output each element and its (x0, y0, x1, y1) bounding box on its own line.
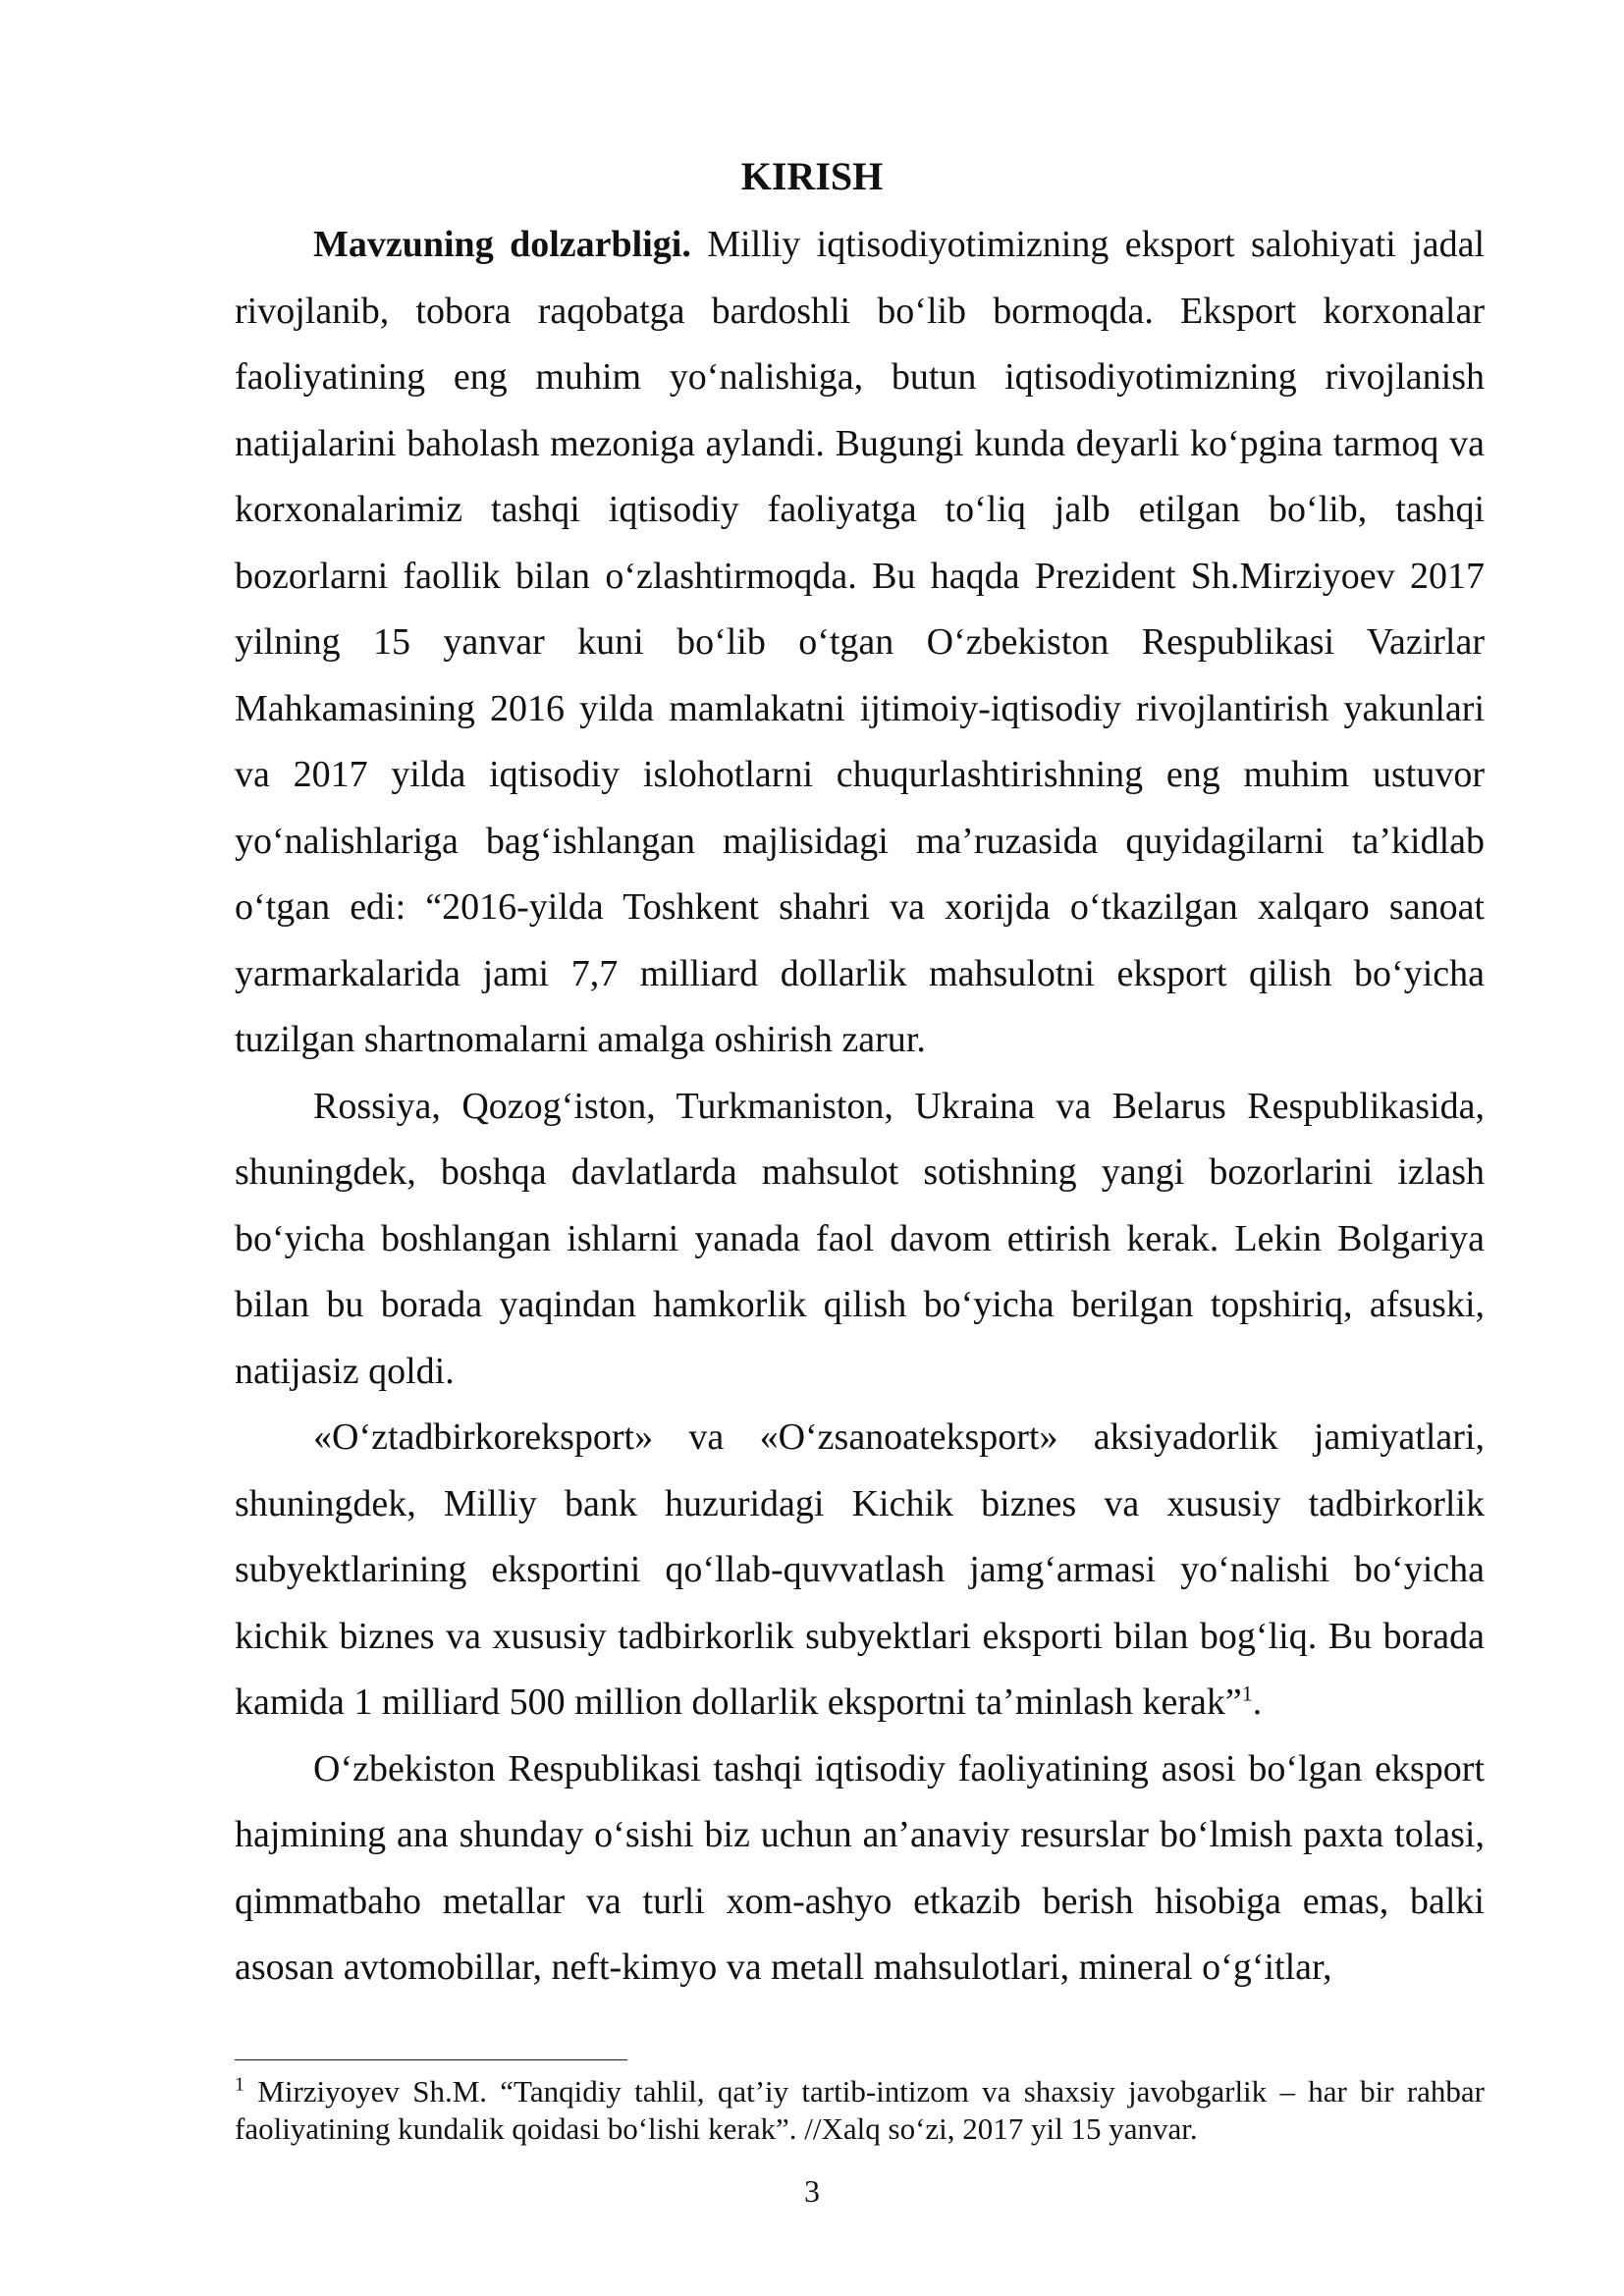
footnote-divider (235, 2059, 627, 2060)
page-number: 3 (804, 2173, 820, 2209)
paragraph-1 (235, 212, 1485, 1074)
footnote-marker: 1 (235, 2073, 244, 2096)
paragraph-text: O‘zbekiston Respublikasi tashqi iqtisodiy faoliyatining asosi bo‘lgan eksport hajmining ana shunday o‘sishi biz uchun an’anaviy resurslar bo‘lmish paxta tolasi, qimmatbaho metallar va turli xom-ashyo etkazib berish hisobiga emas, balki asosan avtomobillar, neft-kimyo va metall mahsulotlari, mineral o‘g‘itlar, (235, 1747, 1485, 1988)
paragraph-text: Rossiya, Qozog‘iston, Turkmaniston, Ukraina va Belarus Respublikasida, shuningdek, boshqa davlatlarda mahsulot sotishning yangi bozorlarini izlash bo‘yicha boshlangan ishlarni yanada faol davom ettirish kerak. Lekin Bolgariya bilan bu borada yaqindan hamkorlik qilish bo‘yicha berilgan topshiriq, afsuski, natijasiz qoldi. (235, 1085, 1485, 1392)
paragraph-tail: . (1252, 1682, 1263, 1723)
paragraph-text: Milliy iqtisodiyotimizning eksport salohiyati jadal rivojlanib, tobora raqobatga bardoshli bo‘lib bormoqda. Eksport korxonalar faoliyatining eng muhim yo‘nalishiga, butun iqtisodiyotimizning rivojlanish natijalarini baholash mezoniga aylandi. Bugungi kunda deyarli ko‘pgina tarmoq va korxonalarimiz tashqi iqtisodiy faoliyatga to‘liq jalb etilgan bo‘lib, tashqi bozorlarni faollik bilan o‘zlashtirmoqda. Bu haqda Prezident Sh.Mirziyoev 2017 yilning 15 yanvar kuni bo‘lib o‘tgan O‘zbekiston Respublikasi Vazirlar Mahkamasining 2016 yilda mamlakatni ijtimoiy-iqtisodiy rivojlantirish yakunlari va 2017 yilda iqtisodiy islohotlarni chuqurlashtirishning eng muhim ustuvor yo‘nalishlariga bag‘ishlangan majlisidagi ma’ruzasida quyidagilarni ta’kidlab o‘tgan edi: “2016-yilda Toshkent shahri va xorijda o‘tkazilgan xalqaro sanoat yarmarkalarida jami 7,7 milliard dollarlik mahsulotni eksport qilish bo‘yicha tuzilgan shartnomalarni amalga oshirish zarur. (235, 224, 1486, 1060)
footnote-reference[interactable]: 1 (1241, 1681, 1253, 1706)
section-title: KIRISH (740, 154, 884, 198)
paragraph-3 (235, 1405, 1485, 1736)
paragraph-lead: Mavzuning dolzarbligi. (313, 224, 691, 265)
paragraph-4 (235, 1736, 1485, 2002)
paragraph-2 (235, 1074, 1485, 1406)
body-text (235, 212, 1485, 2002)
footnote-text: Mirziyoyev Sh.M. “Tanqidiy tahlil, qat’iy tartib-intizom va shaxsiy javobgarlik – har bir rahbar faoliyatining kundalik qoidasi bo‘lishi kerak”. //Xalq so‘zi, 2017 yil 15 yanvar. (235, 2074, 1485, 2146)
footnote (235, 2073, 1485, 2148)
paragraph-text: «O‘ztadbirkoreksport» va «O‘zsanoateksport» aksiyadorlik jamiyatlari, shuningdek, Milliy bank huzuridagi Kichik biznes va xususiy tadbirkorlik subyektlarining eksportini qo‘llab-quvvatlash jamg‘armasi yo‘nalishi bo‘yicha kichik biznes va xususiy tadbirkorlik subyektlari eksporti bilan bog‘liq. Bu borada kamida 1 milliard 500 million dollarlik eksportni ta’minlash kerak” (235, 1416, 1485, 1723)
